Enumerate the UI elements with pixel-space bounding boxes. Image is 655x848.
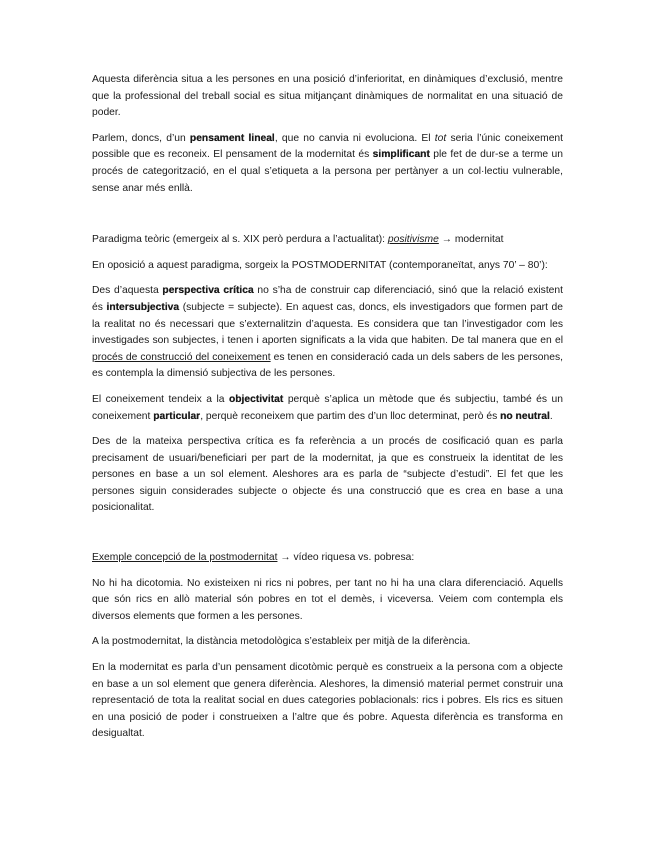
- paragraph-11: En la modernitat es parla d’un pensament dicotòmic perquè es construeix a la persona com a objecte en base a un sol element que genera diferència. Aleshores, la dimensió material permet construir una representació de tota la realitat social en dues categories poblacionals: rics i pobres. Els rics es situen en una posició de poder i construeixen a l’altre que és pobre. Aquesta diferència es transforma en desigualtat.: [92, 662, 563, 740]
- text-run: , perquè reconeixem que partim des d’un lloc determinat, però és: [200, 410, 501, 422]
- text-run: , que no canvia ni evoluciona. El: [274, 132, 435, 144]
- bold-term-particular: particular: [153, 410, 201, 422]
- underlined-term-proces: procés de construcció del coneixement: [92, 351, 271, 363]
- text-run: El coneixement tendeix a la: [92, 393, 229, 405]
- text-run: .: [549, 410, 553, 422]
- text-run: Des d’aquesta: [92, 285, 163, 297]
- bold-term-simplificant: simplificant: [372, 149, 430, 161]
- paragraph-2: [92, 131, 563, 197]
- text-run: Parlem, doncs, d’un: [92, 132, 190, 144]
- bold-term-pensament-lineal: pensament lineal: [189, 132, 275, 144]
- paragraph-10: A la postmodernitat, la distància metodològica s’estableix per mitjà de la diferència.: [92, 636, 471, 648]
- paragraph-8: [92, 550, 563, 567]
- text-run: perquè s’aplica un mètode que és subjectiu, també és un coneixement: [92, 393, 563, 422]
- spacer: [92, 206, 563, 232]
- bold-term-perspectiva-critica: perspectiva crítica: [162, 285, 254, 297]
- italic-term-tot: tot: [434, 132, 447, 144]
- text-run: → modernitat: [438, 234, 504, 246]
- paragraph-9: No hi ha dicotomia. No existeixen ni rics ni pobres, per tant no hi ha una clara diferenciació. Aquells que són rics en allò material són pobres en tot el demès, i viceversa. Veiem com contempla els diversos elements que formen a les persones.: [92, 577, 563, 622]
- underlined-heading-exemple: Exemple concepció de la postmodernitat: [92, 552, 278, 564]
- paragraph-1: Aquesta diferència situa a les persones en una posició d’inferioritat, en dinàmiques d’exclusió, mentre que la professional del treball social es situa mitjançant dinàmiques de normalitat en una situació de poder.: [92, 74, 563, 119]
- paragraph-3: [92, 232, 563, 249]
- bold-term-intersubjectiva: intersubjectiva: [106, 301, 180, 313]
- bold-term-objectivitat: objectivitat: [228, 393, 284, 405]
- text-run: seria l’únic coneixement possible que es reconeix. El pensament de la modernitat és: [92, 132, 564, 161]
- paragraph-6: [92, 392, 563, 425]
- text-run: no s’ha de construir cap diferenciació, sinó que la relació existent és: [92, 285, 563, 313]
- bold-term-no-neutral: no neutral: [500, 410, 550, 422]
- spacer: [92, 526, 563, 550]
- text-run: Paradigma teòric (emergeix al s. XIX però perdura a l’actualitat):: [92, 234, 388, 246]
- text-run: → vídeo riquesa vs. pobresa:: [277, 552, 415, 564]
- text-run: (subjecte = subjecte). En aquest cas, doncs, els investigadors que formen part de la realitat no és necessari que s’externalitzin d’aquesta. Es considera que tan l’investigador com les investigades son subjectes, i tenen i aporten significats a la vida que habiten. De tal manera que en el: [92, 301, 563, 347]
- text-run: es tenen en consideració cada un dels sabers de les persones, es contempla la dimensió subjectiva de les persones.: [92, 351, 563, 380]
- italic-term-positivisme: positivisme: [387, 234, 439, 246]
- paragraph-7: Des de la mateixa perspectiva crítica es fa referència a un procés de cosificació quan es parla precisament de usuari/beneficiari per part de la modernitat, ja que es construeix la identitat de les persones en base a un sol element. Aleshores ara es parla de “subjecte d’estudi”. El fet que les persones siguin considerades subjecte o objecte és una construcció que es crea en base a una posicionalitat.: [92, 436, 563, 514]
- text-run: ple fet de dur-se a terme un procés de categorització, en el qual s’etiqueta a la persona per pertànyer a un col·lectiu vulnerable, sense anar més enllà.: [92, 149, 563, 194]
- paragraph-4: En oposició a aquest paradigma, sorgeix la POSTMODERNITAT (contemporaneïtat, anys 70’ – 80’):: [92, 259, 548, 271]
- paragraph-5: [92, 283, 563, 383]
